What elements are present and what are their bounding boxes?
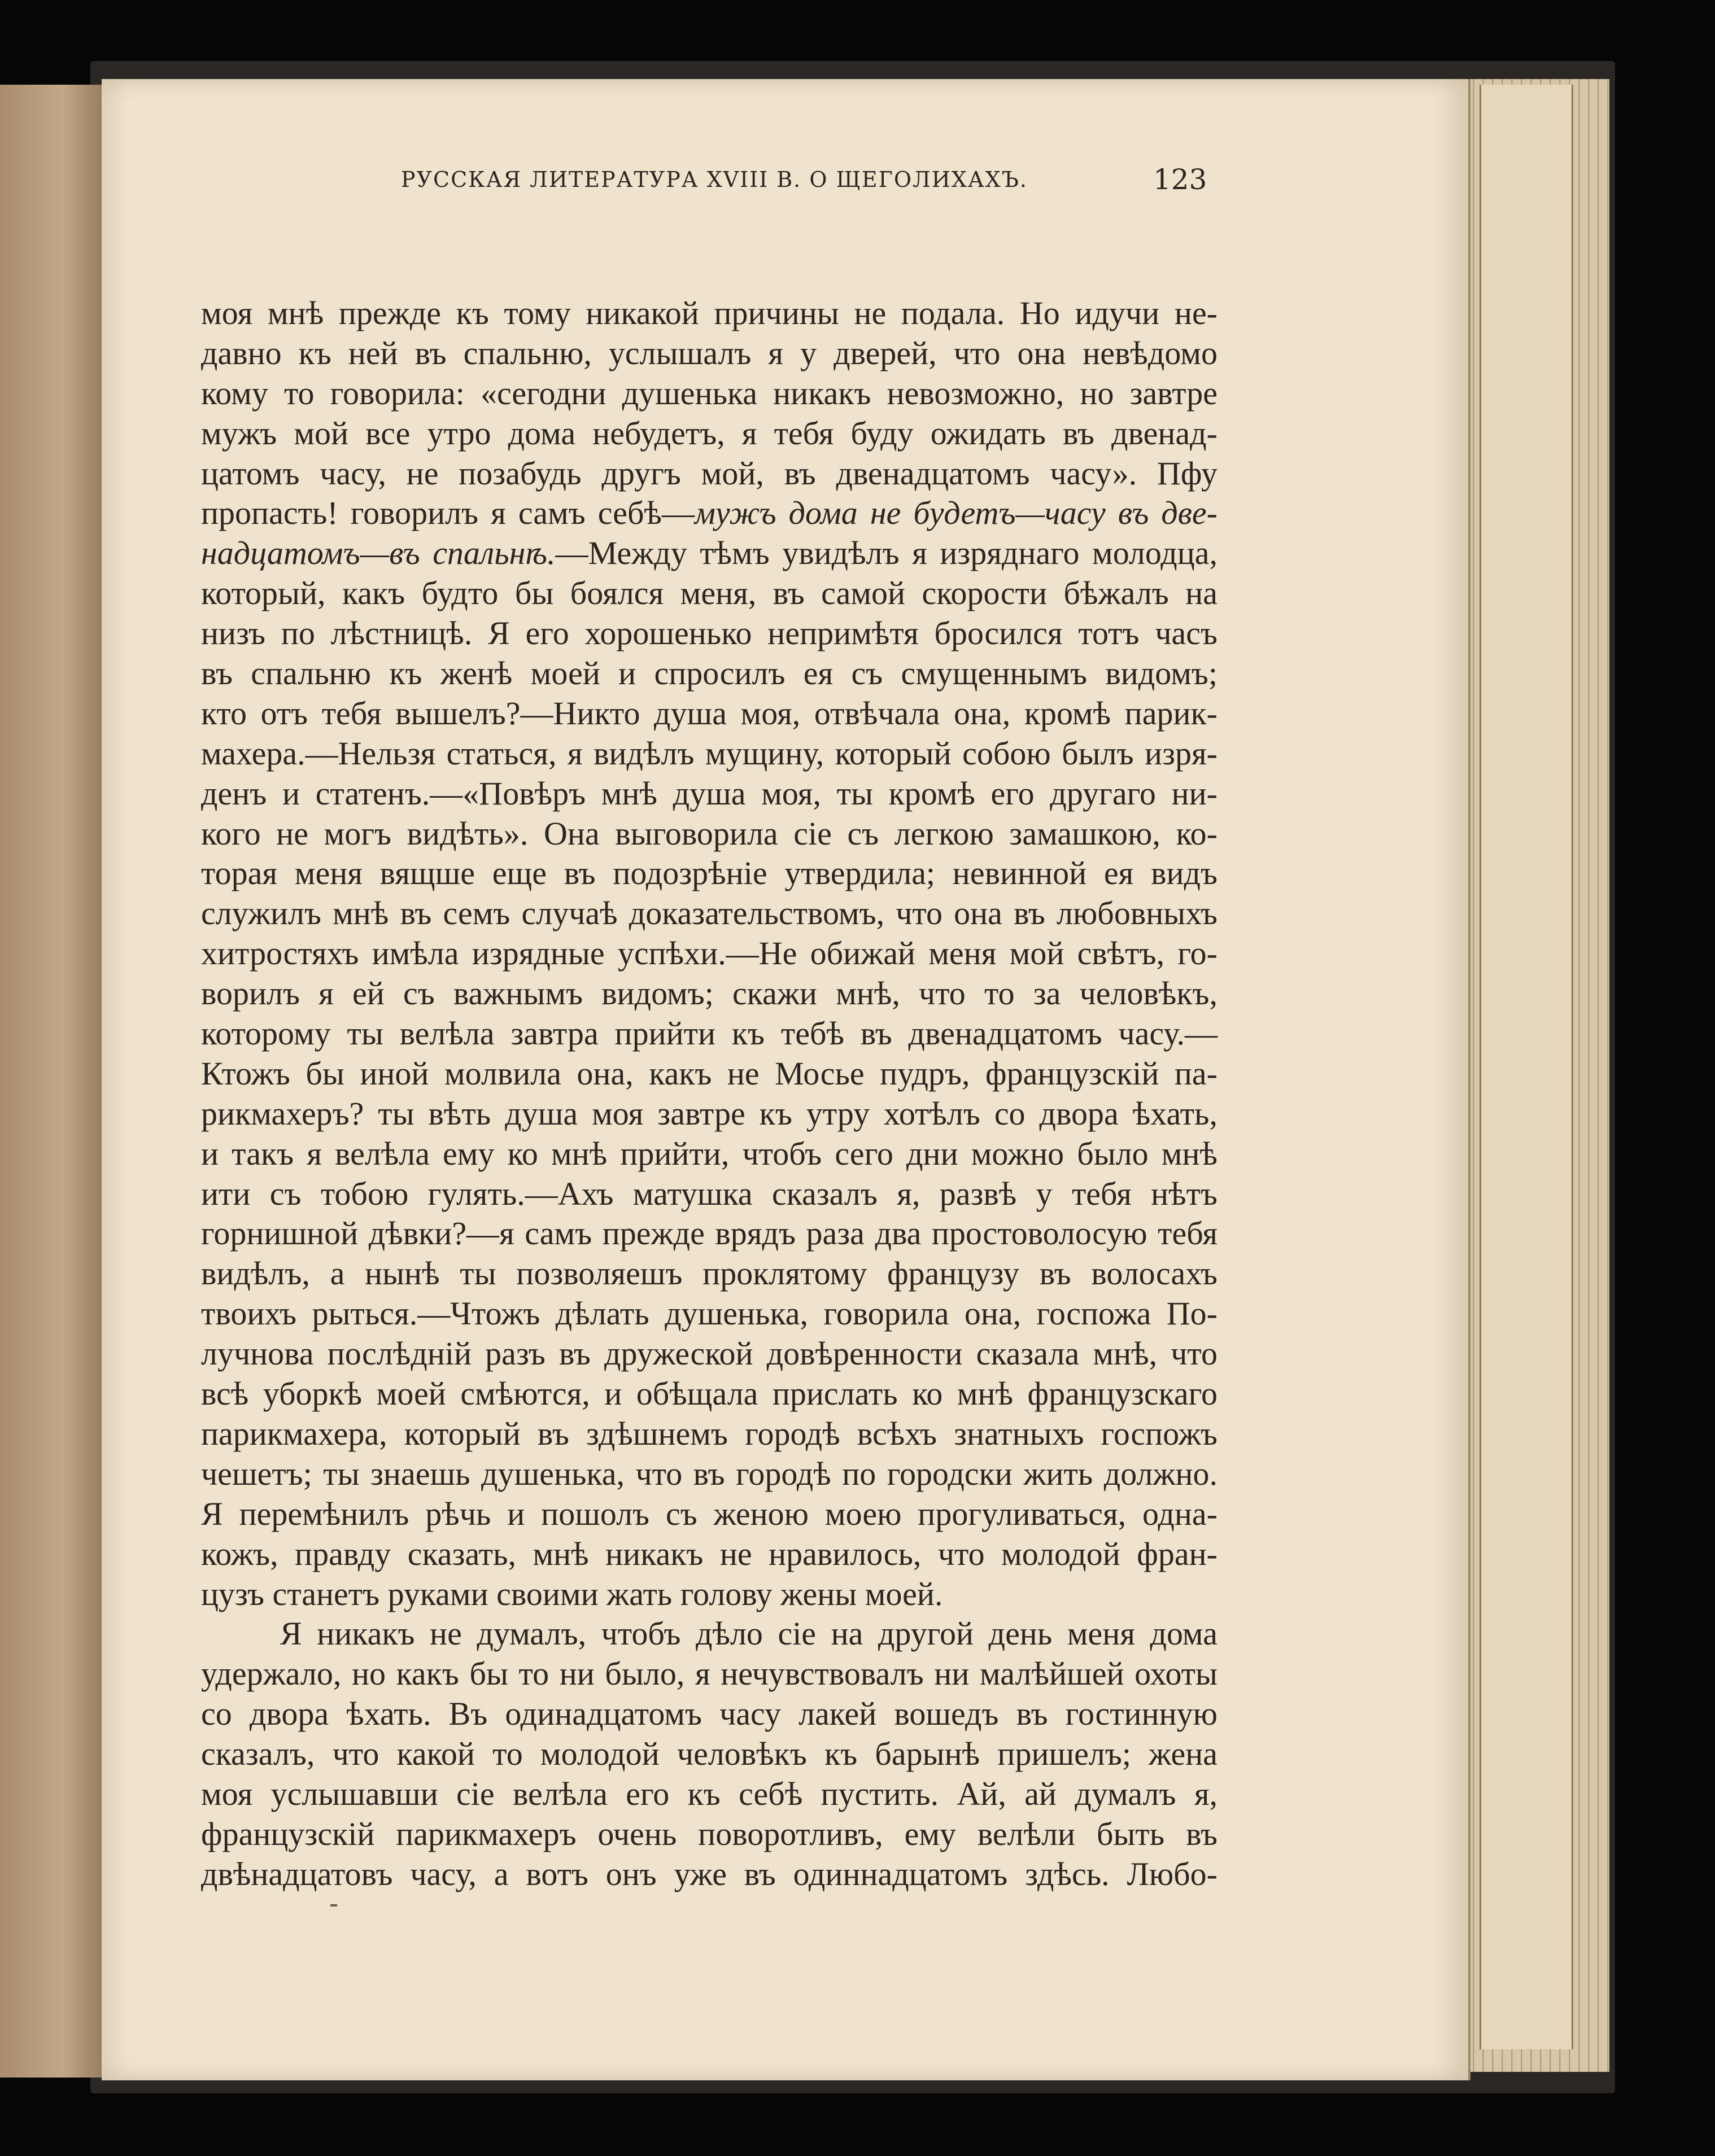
- text-line: французскій парикмахеръ очень поворотливъ, ему велѣли быть въ: [201, 1815, 1217, 1852]
- text-line: мужъ мой все утро дома небудетъ, я тебя буду ожидать въ двенад-: [201, 414, 1217, 452]
- text-line: рикмахеръ? ты вѣть душа моя завтре къ утру хотѣлъ со двора ѣхать,: [201, 1095, 1217, 1132]
- text-line: пропасть! говорилъ я самъ себѣ—мужъ дома не будетъ—часу въ две-: [201, 495, 1217, 532]
- page-number: 123: [1153, 163, 1207, 196]
- text-line: низъ по лѣстницѣ. Я его хорошенько непримѣтя бросился тотъ часъ: [201, 615, 1217, 652]
- italic-quote: надцатомъ—въ спальнѣ.: [201, 535, 556, 572]
- paragraph-last-line: цузъ станетъ руками своими жать голову жены моей.: [201, 1575, 943, 1612]
- paragraph-first-line: Я никакъ не думалъ, чтобъ дѣло сіе на другой день меня дома: [280, 1615, 1217, 1652]
- text-line: въ спальню къ женѣ моей и спросилъ ея съ смущеннымъ видомъ;: [201, 655, 1217, 692]
- text-line: кого не могъ видѣть». Она выговорила сіе съ легкою замашкою, ко-: [201, 815, 1217, 852]
- text-line: кожъ, правду сказать, мнѣ никакъ не нравилось, что молодой фран-: [201, 1535, 1217, 1572]
- text-line: парикмахера, который въ здѣшнемъ городѣ всѣхъ знатныхъ госпожъ: [201, 1415, 1217, 1452]
- previous-page-edge: [0, 85, 113, 2078]
- text-line: надцатомъ—въ спальнѣ.—Между тѣмъ увидѣлъ я изряднаго молодца,: [201, 535, 1218, 572]
- page-stack-edge-inner: [1480, 85, 1573, 2049]
- text-line: ворилъ я ей съ важнымъ видомъ; скажи мнѣ, что то за человѣкъ,: [201, 975, 1217, 1012]
- text-line: моя мнѣ прежде къ тому никакой причины не подала. Но идучи не-: [201, 295, 1217, 331]
- text-line: хитростяхъ имѣла изрядные успѣхи.—Не обижай меня мой свѣтъ, го-: [201, 935, 1217, 972]
- text-line: со двора ѣхать. Въ одинадцатомъ часу лакей вошедъ въ гостинную: [201, 1695, 1217, 1733]
- text-line: денъ и статенъ.—«Повѣръ мнѣ душа моя, ты кромѣ его другаго ни-: [201, 775, 1217, 812]
- running-head: [102, 160, 1468, 199]
- text-line: лучнова послѣдній разъ въ дружеской довѣренности сказала мнѣ, что: [201, 1335, 1217, 1372]
- text-line: служилъ мнѣ въ семъ случаѣ доказательствомъ, что она въ любовныхъ: [201, 895, 1217, 932]
- text-line: и такъ я велѣла ему ко мнѣ прийти, чтобъ сего дни можно было мнѣ: [201, 1135, 1217, 1172]
- running-title: РУССКАЯ ЛИТЕРАТУРА XVIII В. О ЩЕГОЛИХАХЪ.: [401, 167, 1028, 192]
- text-line: всѣ уборкѣ моей смѣются, и обѣщала прислать ко мнѣ французскаго: [201, 1375, 1217, 1412]
- text-line: торая меня вящше еще въ подозрѣніе утвердила; невинной ея видъ: [201, 855, 1217, 892]
- text-line: кто отъ тебя вышелъ?—Никто душа моя, отвѣчала она, кромѣ парик-: [201, 694, 1217, 732]
- text-line: двѣнадцатовъ часу, а вотъ онъ уже въ одиннадцатомъ здѣсь. Любо-: [201, 1855, 1217, 1892]
- text-line: моя услышавши сіе велѣла его къ себѣ пустить. Ай, ай думалъ я,: [201, 1775, 1217, 1812]
- text-line: который, какъ будто бы боялся меня, въ самой скорости бѣжалъ на: [201, 575, 1217, 612]
- text-line: давно къ ней въ спальню, услышалъ я у дверей, что она невѣдомо: [201, 334, 1217, 371]
- text-line: горнишной дѣвки?—я самъ прежде врядъ раза два простоволосую тебя: [201, 1215, 1217, 1252]
- text-line: махера.—Нельзя статься, я видѣлъ мущину, который собою былъ изря-: [201, 734, 1217, 772]
- text-line: сказалъ, что какой то молодой человѣкъ къ барынѣ пришелъ; жена: [201, 1735, 1217, 1773]
- text-line: которому ты велѣла завтра прийти къ тебѣ въ двенадцатомъ часу.—: [201, 1015, 1217, 1052]
- text-line: твоихъ рыться.—Чтожъ дѣлать душенька, говорила она, госпожа По-: [201, 1295, 1217, 1332]
- text-line: ити съ тобою гулять.—Ахъ матушка сказалъ я, развѣ у тебя нѣтъ: [201, 1175, 1217, 1212]
- text-line: видѣлъ, а нынѣ ты позволяешъ проклятому французу въ волосахъ: [201, 1255, 1217, 1292]
- text-line: удержало, но какъ бы то ни было, я нечувствовалъ ни малѣйшей охоты: [201, 1655, 1217, 1693]
- text-line: кому то говорила: «сегодни душенька никакъ невозможно, но завтре: [201, 374, 1217, 412]
- body-text: [201, 294, 1217, 1895]
- text-line: Ктожъ бы иной молвила она, какъ не Мосье пудръ, французскій па-: [201, 1055, 1217, 1092]
- text-line: чешетъ; ты знаешь душенька, что въ городѣ по городски жить должно.: [201, 1455, 1217, 1492]
- text-line: цатомъ часу, не позабудь другъ мой, въ двенадцатомъ часу». Пфу: [201, 454, 1217, 492]
- ink-speck: [330, 1904, 337, 1906]
- italic-quote: мужъ дома не будетъ—часу въ две-: [695, 495, 1217, 532]
- text-line: Я перемѣнилъ рѣчь и пошолъ съ женою моею прогуливаться, одна-: [201, 1495, 1217, 1532]
